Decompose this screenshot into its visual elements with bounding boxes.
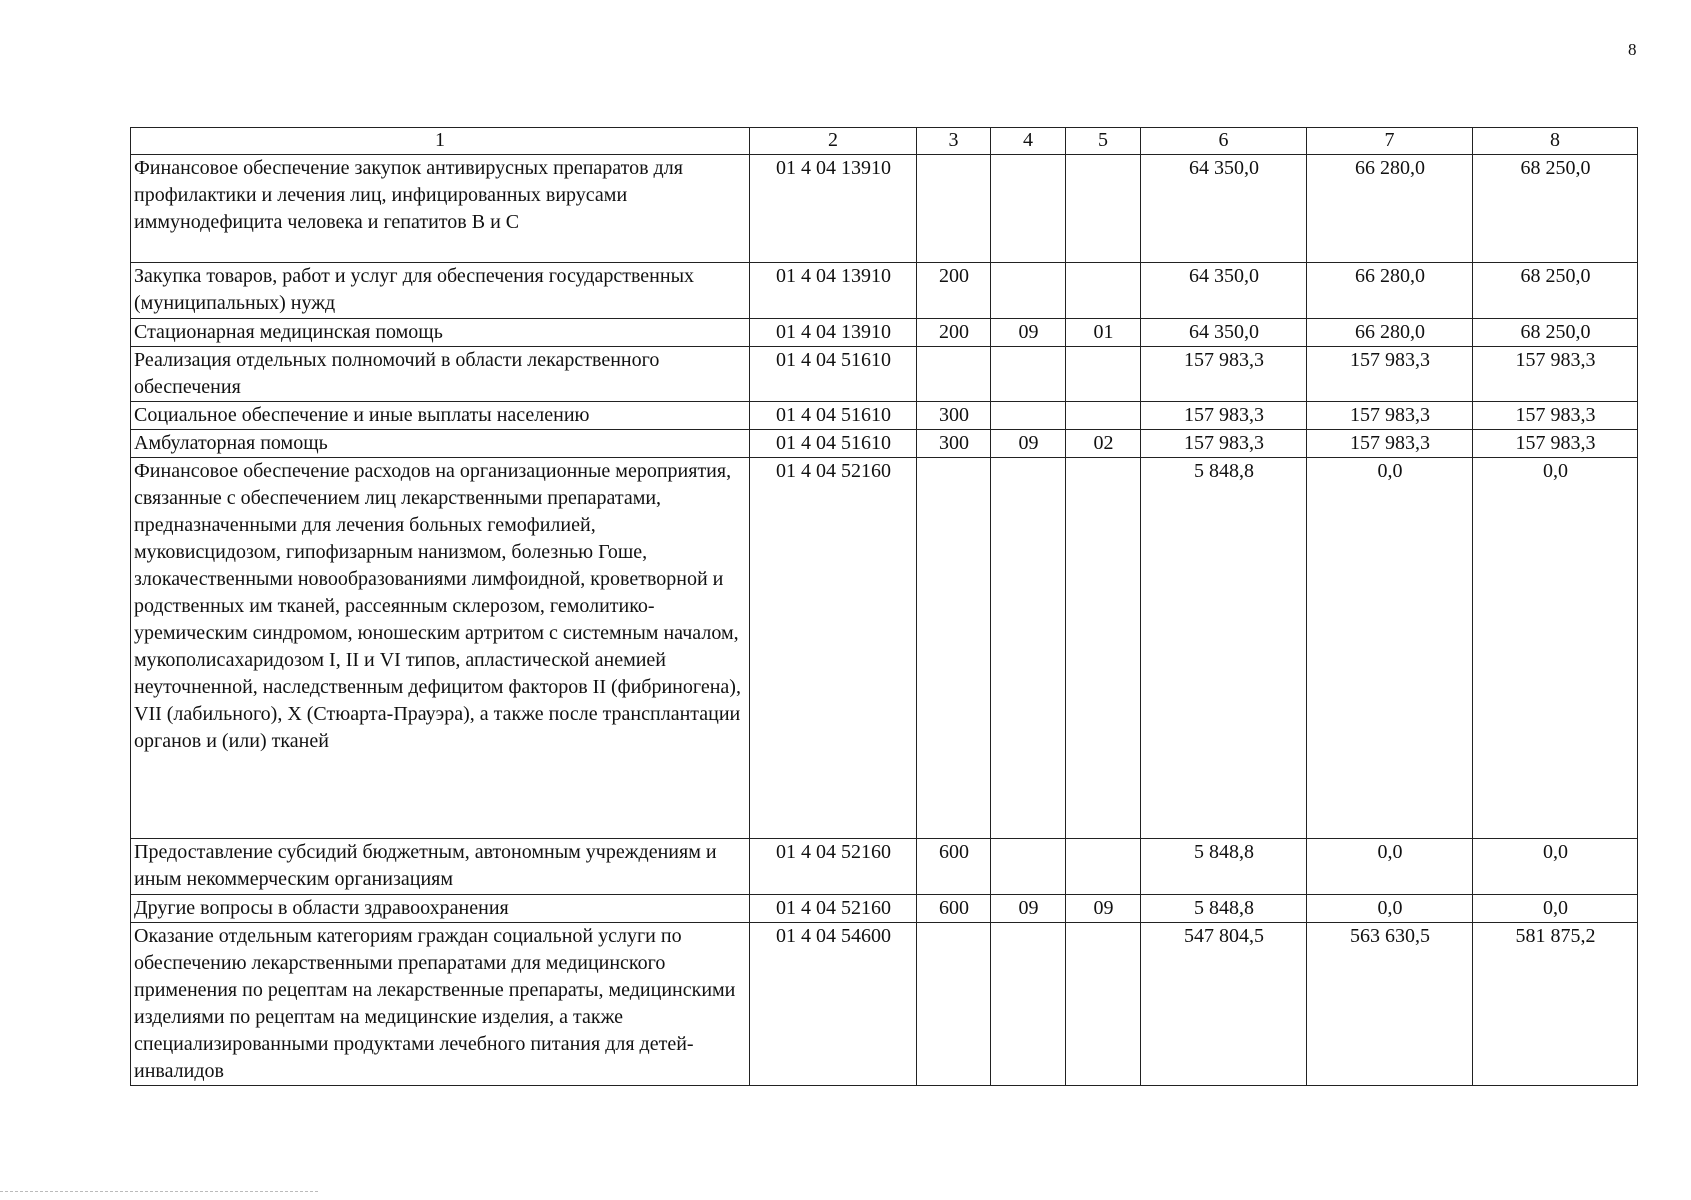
row-value-8: 0,0	[1473, 895, 1638, 923]
row-value-7: 0,0	[1307, 458, 1473, 839]
row-value-6: 5 848,8	[1141, 895, 1307, 923]
row-subsection: 01	[1066, 319, 1141, 347]
table-row	[131, 347, 1638, 402]
row-section	[991, 155, 1066, 263]
row-value-7: 0,0	[1307, 839, 1473, 895]
row-name: Амбулаторная помощь	[131, 430, 750, 458]
row-value-7: 157 983,3	[1307, 430, 1473, 458]
row-name: Реализация отдельных полномочий в области лекарственного обеспечения	[131, 347, 750, 402]
row-value-7: 66 280,0	[1307, 263, 1473, 319]
row-name: Оказание отдельным категориям граждан социальной услуги по обеспечению лекарственными препаратами для медицинского применения по рецептам на лекарственные препараты, медицинскими изделиями по рецептам на медицинские изделия, а также специализированными продуктами лечебного питания для детей-инвалидов	[131, 923, 750, 1086]
row-code: 01 4 04 52160	[750, 839, 917, 895]
row-code: 01 4 04 51610	[750, 430, 917, 458]
row-subsection: 02	[1066, 430, 1141, 458]
column-header: 8	[1473, 128, 1638, 155]
row-section	[991, 923, 1066, 1086]
row-expense-type: 300	[917, 430, 991, 458]
row-expense-type	[917, 923, 991, 1086]
row-code: 01 4 04 13910	[750, 319, 917, 347]
row-name: Закупка товаров, работ и услуг для обеспечения государственных (муниципальных) нужд	[131, 263, 750, 319]
row-section	[991, 347, 1066, 402]
row-subsection	[1066, 839, 1141, 895]
budget-table	[130, 127, 1638, 1086]
footer-divider	[0, 1191, 318, 1192]
row-expense-type: 600	[917, 839, 991, 895]
row-subsection	[1066, 155, 1141, 263]
row-section	[991, 402, 1066, 430]
row-section	[991, 839, 1066, 895]
column-header: 5	[1066, 128, 1141, 155]
row-subsection: 09	[1066, 895, 1141, 923]
table-row	[131, 402, 1638, 430]
row-section: 09	[991, 319, 1066, 347]
row-value-6: 5 848,8	[1141, 458, 1307, 839]
table-row	[131, 263, 1638, 319]
row-section	[991, 458, 1066, 839]
column-header: 4	[991, 128, 1066, 155]
row-subsection	[1066, 402, 1141, 430]
row-code: 01 4 04 54600	[750, 923, 917, 1086]
table-row	[131, 155, 1638, 263]
table-row	[131, 319, 1638, 347]
page-number: 8	[1628, 40, 1637, 59]
row-section: 09	[991, 895, 1066, 923]
row-value-8: 68 250,0	[1473, 263, 1638, 319]
row-value-7: 66 280,0	[1307, 319, 1473, 347]
row-code: 01 4 04 51610	[750, 347, 917, 402]
row-value-6: 547 804,5	[1141, 923, 1307, 1086]
table-row	[131, 923, 1638, 1086]
row-expense-type: 300	[917, 402, 991, 430]
row-value-8: 0,0	[1473, 839, 1638, 895]
row-expense-type	[917, 347, 991, 402]
row-value-6: 64 350,0	[1141, 319, 1307, 347]
row-expense-type	[917, 458, 991, 839]
column-header: 7	[1307, 128, 1473, 155]
row-value-6: 64 350,0	[1141, 263, 1307, 319]
row-value-7: 0,0	[1307, 895, 1473, 923]
row-name: Финансовое обеспечение закупок антивирусных препаратов для профилактики и лечения лиц, инфицированных вирусами иммунодефицита человека и гепатитов В и С	[131, 155, 750, 263]
row-name: Стационарная медицинская помощь	[131, 319, 750, 347]
table-row	[131, 895, 1638, 923]
row-value-7: 66 280,0	[1307, 155, 1473, 263]
column-header: 2	[750, 128, 917, 155]
row-name: Предоставление субсидий бюджетным, автономным учреждениям и иным некоммерческим организациям	[131, 839, 750, 895]
row-value-8: 157 983,3	[1473, 402, 1638, 430]
row-value-8: 68 250,0	[1473, 155, 1638, 263]
row-expense-type: 200	[917, 263, 991, 319]
row-value-6: 5 848,8	[1141, 839, 1307, 895]
row-code: 01 4 04 52160	[750, 895, 917, 923]
table-header-row	[131, 128, 1638, 155]
row-value-6: 157 983,3	[1141, 402, 1307, 430]
row-expense-type	[917, 155, 991, 263]
row-value-6: 157 983,3	[1141, 347, 1307, 402]
row-code: 01 4 04 52160	[750, 458, 917, 839]
row-value-8: 581 875,2	[1473, 923, 1638, 1086]
row-value-6: 157 983,3	[1141, 430, 1307, 458]
column-header: 6	[1141, 128, 1307, 155]
row-value-8: 0,0	[1473, 458, 1638, 839]
row-value-8: 157 983,3	[1473, 430, 1638, 458]
column-header: 1	[131, 128, 750, 155]
row-subsection	[1066, 347, 1141, 402]
row-value-8: 68 250,0	[1473, 319, 1638, 347]
row-name: Социальное обеспечение и иные выплаты населению	[131, 402, 750, 430]
row-name: Другие вопросы в области здравоохранения	[131, 895, 750, 923]
row-code: 01 4 04 13910	[750, 263, 917, 319]
table-row	[131, 839, 1638, 895]
row-value-8: 157 983,3	[1473, 347, 1638, 402]
row-expense-type: 200	[917, 319, 991, 347]
row-subsection	[1066, 263, 1141, 319]
row-subsection	[1066, 923, 1141, 1086]
row-value-6: 64 350,0	[1141, 155, 1307, 263]
row-subsection	[1066, 458, 1141, 839]
row-code: 01 4 04 51610	[750, 402, 917, 430]
row-value-7: 157 983,3	[1307, 402, 1473, 430]
row-code: 01 4 04 13910	[750, 155, 917, 263]
row-name: Финансовое обеспечение расходов на организационные мероприятия, связанные с обеспечением лиц лекарственными препаратами, предназначенными для лечения больных гемофилией, муковисцидозом, гипофизарным нанизмом, болезнью Гоше, злокачественными новообразованиями лимфоидной, кроветворной и родственных им тканей, рассеянным склерозом, гемолитико-уремическим синдромом, юношеским артритом с системным началом, мукополисахаридозом I, II и VI типов, апластической анемией неуточненной, наследственным дефицитом факторов II (фибриногена), VII (лабильного), X (Стюарта-Прауэра), а также после трансплантации органов и (или) тканей	[131, 458, 750, 839]
column-header: 3	[917, 128, 991, 155]
row-expense-type: 600	[917, 895, 991, 923]
row-value-7: 157 983,3	[1307, 347, 1473, 402]
row-value-7: 563 630,5	[1307, 923, 1473, 1086]
table-row	[131, 458, 1638, 839]
row-section: 09	[991, 430, 1066, 458]
table-row	[131, 430, 1638, 458]
row-section	[991, 263, 1066, 319]
